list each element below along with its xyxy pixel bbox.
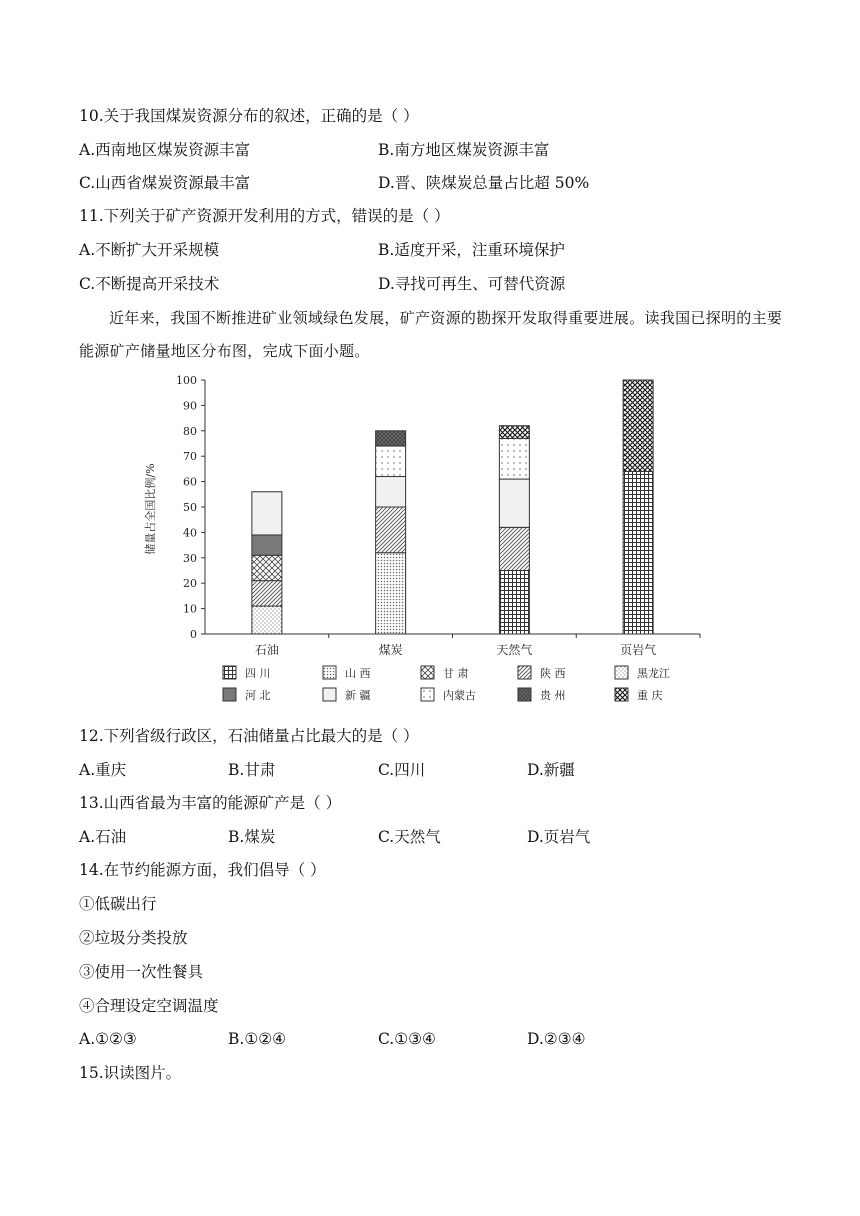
legend-swatch	[223, 688, 236, 701]
y-tick-label: 40	[183, 526, 197, 540]
x-tick-label: 煤炭	[378, 643, 403, 657]
legend-label: 贵 州	[540, 689, 566, 702]
q13-option-a: A.石油	[79, 828, 127, 846]
y-tick-label: 30	[183, 551, 197, 565]
bar-segment	[499, 527, 529, 570]
q10-option-a: A.西南地区煤炭资源丰富	[79, 141, 251, 159]
y-tick-label: 0	[190, 628, 197, 641]
legend-swatch	[421, 666, 434, 679]
q12-option-d: D.新疆	[527, 761, 575, 779]
q14-option-c: C.①③④	[378, 1030, 436, 1048]
bar-segment	[252, 535, 282, 555]
y-ticks	[176, 374, 205, 641]
legend-label: 重 庆	[637, 689, 663, 702]
q14-option-a: A.①②③	[79, 1030, 137, 1048]
legend	[223, 666, 670, 702]
q13-option-d: D.页岩气	[527, 828, 591, 846]
q14-item: ②垃圾分类投放	[79, 929, 188, 947]
q10-option-d: D.晋、陕煤炭总量占比超 50%	[378, 174, 590, 192]
y-tick-label: 70	[183, 450, 197, 464]
legend-label: 四 川	[245, 667, 271, 680]
y-tick-label: 50	[183, 501, 197, 514]
q14-item: ④合理设定空调温度	[79, 997, 219, 1015]
bar-segment	[376, 431, 406, 446]
y-tick-label: 20	[183, 577, 197, 591]
legend-label: 甘 肃	[443, 667, 469, 680]
y-axis-label: 储量占全国比例/%	[144, 463, 157, 555]
y-tick-label: 90	[183, 399, 197, 413]
bar-segment	[376, 477, 406, 507]
bar-segment	[623, 380, 653, 471]
q10-option-b: B.南方地区煤炭资源丰富	[378, 141, 550, 159]
legend-swatch	[518, 688, 531, 701]
x-tick-label: 天然气	[496, 643, 533, 657]
q11-option-c: C.不断提高开采技术	[79, 275, 220, 293]
bar-segment	[376, 507, 406, 553]
q13-option-b: B.煤炭	[228, 828, 276, 846]
legend-label: 陕 西	[540, 667, 566, 680]
bars	[252, 380, 653, 634]
bar-segment	[623, 471, 653, 634]
bar-segment	[252, 606, 282, 634]
q11-option-a: A.不断扩大开采规模	[79, 241, 220, 259]
legend-label: 山 西	[345, 667, 371, 680]
legend-label: 内蒙古	[443, 689, 476, 702]
y-tick-label: 10	[183, 602, 197, 616]
x-tick-label: 页岩气	[620, 643, 657, 657]
q11-option-d: D.寻找可再生、可替代资源	[378, 275, 566, 293]
q10-option-c: C.山西省煤炭资源最丰富	[79, 174, 251, 192]
legend-label: 新 疆	[345, 689, 371, 702]
legend-label: 黑龙江	[637, 667, 670, 680]
bar-segment	[499, 479, 529, 527]
q12-option-a: A.重庆	[79, 761, 127, 779]
y-tick-label: 60	[183, 475, 197, 489]
q10-stem: 10.关于我国煤炭资源分布的叙述，正确的是（ ）	[79, 107, 419, 125]
bar-segment	[499, 438, 529, 479]
y-tick-label: 100	[176, 374, 197, 387]
bar-segment	[252, 555, 282, 580]
q12-option-c: C.四川	[378, 761, 426, 779]
q14-stem: 14.在节约能源方面，我们倡导（ ）	[79, 861, 326, 879]
bar-segment	[499, 571, 529, 635]
intro-paragraph	[79, 302, 794, 368]
q14-option-d: D.②③④	[527, 1030, 586, 1048]
bar-segment	[252, 581, 282, 606]
legend-label: 河 北	[245, 689, 271, 702]
q11-option-b: B.适度开采，注重环境保护	[378, 241, 565, 259]
y-tick-label: 80	[183, 424, 197, 438]
legend-swatch	[323, 666, 336, 679]
q14-item: ①低碳出行	[79, 895, 157, 913]
bar-segment	[252, 492, 282, 535]
bar-segment	[376, 446, 406, 476]
legend-swatch	[518, 666, 531, 679]
q15-stem: 15.识读图片。	[79, 1064, 182, 1082]
legend-swatch	[223, 666, 236, 679]
intro-text: 近年来，我国不断推进矿业领域绿色发展，矿产资源的勘探开发取得重要进展。读我国已探明的主要能源矿产储量地区分布图，完成下面小题。	[79, 309, 783, 360]
q12-option-b: B.甘肃	[228, 761, 276, 779]
x-tick-label: 石油	[254, 643, 279, 657]
legend-swatch	[421, 688, 434, 701]
q11-stem: 11.下列关于矿产资源开发利用的方式，错误的是（ ）	[79, 207, 450, 225]
q14-item: ③使用一次性餐具	[79, 963, 204, 981]
bar-segment	[376, 553, 406, 634]
q13-stem: 13.山西省最为丰富的能源矿产是（ ）	[79, 794, 342, 812]
legend-swatch	[323, 688, 336, 701]
q12-stem: 12.下列省级行政区，石油储量占比最大的是（ ）	[79, 727, 419, 745]
legend-swatch	[615, 666, 628, 679]
q13-option-c: C.天然气	[378, 828, 441, 846]
legend-swatch	[615, 688, 628, 701]
energy-reserves-chart	[140, 370, 720, 720]
x-labels	[255, 634, 700, 657]
q14-option-b: B.①②④	[228, 1030, 287, 1048]
bar-segment	[499, 426, 529, 439]
